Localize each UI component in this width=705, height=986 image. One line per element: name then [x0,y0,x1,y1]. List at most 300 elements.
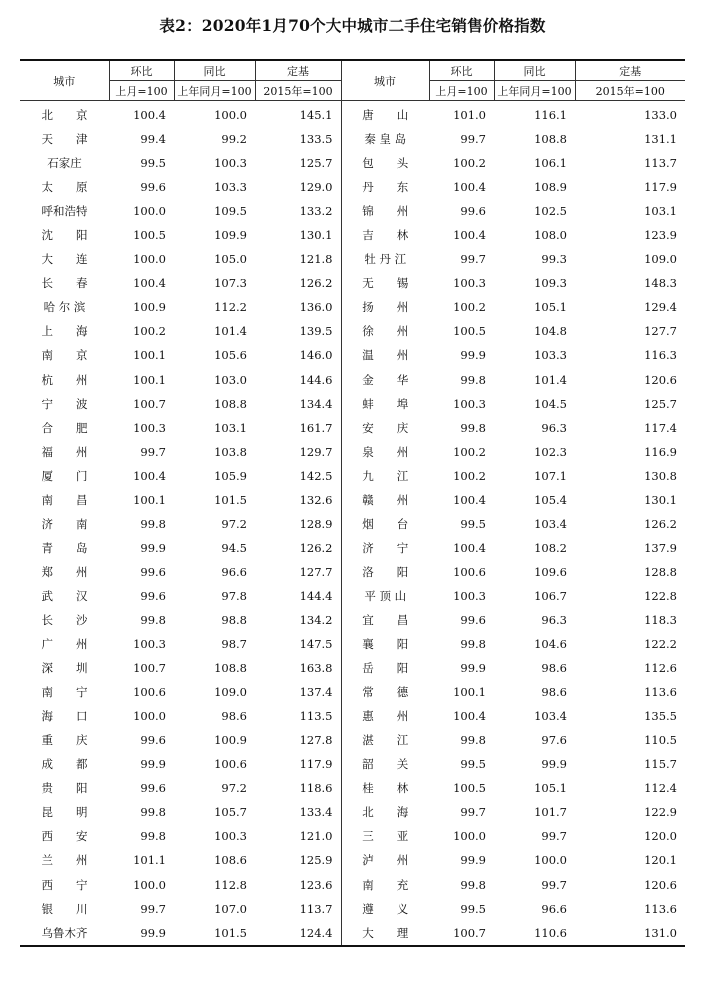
city-name: 西 安 [41,829,88,844]
base-value: 109.0 [644,252,677,267]
mom-value: 100.2 [453,300,486,315]
yoy-value: 101.4 [214,324,247,339]
table-row [20,656,685,680]
city-name: 烟 台 [362,516,409,531]
yoy-value: 103.0 [214,372,247,387]
table-row [20,151,685,175]
base-value: 116.9 [644,444,677,459]
yoy-value: 105.1 [534,781,567,796]
city-name: 北 海 [362,805,409,820]
yoy-value: 103.4 [534,516,567,531]
city-name: 石家庄 [47,156,82,171]
yoy-value: 100.9 [214,733,247,748]
yoy-value: 101.4 [534,372,567,387]
yoy-value: 107.1 [534,468,567,483]
base-value: 137.9 [644,540,677,555]
base-value: 103.1 [644,204,677,219]
table-row [20,536,685,560]
header-mom-2: 环比 [429,60,494,81]
base-value: 133.5 [255,127,341,151]
base-value: 110.5 [644,733,677,748]
base-value: 116.3 [644,348,677,363]
city-name: 平 顶 山 [364,588,407,603]
yoy-value: 98.6 [541,661,567,676]
mom-value: 100.4 [453,228,486,243]
header-yoy-sub-2: 上年同月=100 [494,81,575,101]
mom-value: 99.5 [460,757,486,772]
header-base-sub-2: 2015年=100 [575,81,685,101]
base-value: 112.4 [644,781,677,796]
city-name: 韶 关 [362,757,409,772]
base-value: 120.6 [644,877,677,892]
mom-value: 99.8 [140,805,166,820]
yoy-value: 101.5 [214,925,247,940]
mom-value: 99.7 [460,132,486,147]
yoy-value: 106.7 [534,588,567,603]
base-value: 142.5 [255,464,341,488]
mom-value: 100.1 [133,372,166,387]
yoy-value: 100.3 [214,156,247,171]
table-row [20,584,685,608]
base-value: 147.5 [255,632,341,656]
mom-value: 100.4 [453,709,486,724]
mom-value: 100.2 [133,324,166,339]
city-name: 牡 丹 江 [364,252,407,267]
base-value: 129.4 [644,300,677,315]
table-row [20,800,685,824]
city-name: 宜 昌 [362,613,409,627]
header-yoy: 同比 [174,60,255,81]
base-value: 137.4 [255,680,341,704]
yoy-value: 101.7 [534,805,567,820]
city-name: 蚌 埠 [362,396,409,411]
mom-value: 100.4 [133,108,166,123]
header-base: 定基 [255,60,341,81]
mom-value: 100.3 [133,637,166,652]
yoy-value: 103.4 [534,709,567,724]
yoy-value: 100.0 [534,853,567,868]
mom-value: 99.5 [140,156,166,171]
base-value: 115.7 [644,757,677,772]
base-value: 117.4 [644,420,677,435]
yoy-value: 100.0 [214,108,247,123]
base-value: 117.9 [644,180,677,195]
mom-value: 99.7 [140,444,166,459]
base-value: 133.2 [255,199,341,223]
table-row [20,848,685,872]
table-row [20,295,685,319]
city-name: 乌鲁木齐 [41,925,88,940]
city-name: 洛 阳 [362,564,409,579]
mom-value: 100.4 [133,468,166,483]
city-name: 厦 门 [41,468,88,483]
base-value: 125.9 [255,848,341,872]
city-name: 武 汉 [41,588,88,603]
city-name: 银 川 [41,901,88,916]
yoy-value: 102.3 [534,444,567,459]
mom-value: 100.5 [453,781,486,796]
city-name: 湛 江 [362,733,409,748]
mom-value: 99.6 [460,204,486,219]
base-value: 127.7 [644,324,677,339]
yoy-value: 104.5 [534,396,567,411]
yoy-value: 99.9 [541,757,567,772]
page-title: 表2：2020年1月70个大中城市二手住宅销售价格指数 [159,16,546,35]
city-name: 南 宁 [41,685,88,700]
table-row [20,728,685,752]
table-row [20,175,685,199]
city-name: 杭 州 [41,372,88,387]
city-name: 西 宁 [41,877,88,892]
yoy-value: 96.3 [541,420,567,435]
city-name: 遵 义 [362,901,409,916]
city-name: 济 南 [41,516,88,531]
mom-value: 99.9 [460,853,486,868]
yoy-value: 96.3 [541,613,567,627]
base-value: 121.8 [255,247,341,271]
base-value: 113.6 [644,685,677,700]
mom-value: 99.7 [460,805,486,820]
city-name: 徐 州 [362,324,409,339]
city-name: 呼和浩特 [41,204,88,219]
table-header [20,60,685,101]
yoy-value: 104.8 [534,324,567,339]
yoy-value: 103.8 [214,444,247,459]
base-value: 127.8 [255,728,341,752]
yoy-value: 97.8 [221,588,247,603]
yoy-value: 98.6 [541,685,567,700]
mom-value: 100.5 [133,228,166,243]
mom-value: 100.0 [453,829,486,844]
mom-value: 99.8 [460,420,486,435]
yoy-value: 99.2 [221,132,247,147]
yoy-value: 99.7 [541,829,567,844]
yoy-value: 100.6 [214,757,247,772]
yoy-value: 103.3 [534,348,567,363]
base-value: 128.8 [644,564,677,579]
table-row [20,101,685,128]
table-row [20,199,685,223]
base-value: 113.7 [255,897,341,921]
city-name: 济 宁 [362,540,409,555]
header-base-2: 定基 [575,60,685,81]
city-name: 惠 州 [362,709,409,724]
yoy-value: 108.6 [214,853,247,868]
table-row [20,223,685,247]
table-row [20,704,685,728]
base-value: 129.7 [255,440,341,464]
base-value: 128.9 [255,512,341,536]
mom-value: 100.4 [453,540,486,555]
mom-value: 99.8 [460,733,486,748]
table-row [20,873,685,897]
mom-value: 100.6 [453,564,486,579]
mom-value: 99.5 [460,901,486,916]
city-name: 常 德 [362,685,409,700]
yoy-value: 97.6 [541,733,567,748]
header-yoy-sub: 上年同月=100 [174,81,255,101]
base-value: 136.0 [255,295,341,319]
mom-value: 100.6 [133,685,166,700]
mom-value: 100.4 [453,180,486,195]
city-name: 宁 波 [41,396,88,411]
yoy-value: 101.5 [214,492,247,507]
base-value: 117.9 [255,752,341,776]
yoy-value: 105.0 [214,252,247,267]
base-value: 123.6 [255,873,341,897]
mom-value: 99.9 [140,925,166,940]
mom-value: 99.6 [140,564,166,579]
base-value: 120.0 [644,829,677,844]
base-value: 133.0 [644,108,677,123]
city-name: 南 充 [362,877,409,892]
city-name: 太 原 [41,180,88,195]
base-value: 126.2 [255,536,341,560]
city-name: 青 岛 [41,540,88,555]
mom-value: 99.9 [140,540,166,555]
yoy-value: 108.0 [534,228,567,243]
base-value: 127.7 [255,560,341,584]
yoy-value: 97.2 [221,516,247,531]
yoy-value: 98.7 [221,637,247,652]
mom-value: 99.5 [460,516,486,531]
city-name: 长 春 [41,276,88,291]
city-name: 无 锡 [362,276,409,291]
mom-value: 100.2 [453,156,486,171]
base-value: 113.6 [644,901,677,916]
base-value: 132.6 [255,488,341,512]
base-value: 134.4 [255,392,341,416]
table-row [20,247,685,271]
city-name: 赣 州 [362,492,409,507]
mom-value: 99.6 [140,180,166,195]
yoy-value: 96.6 [541,901,567,916]
city-name: 吉 林 [362,228,409,243]
yoy-value: 105.9 [214,468,247,483]
yoy-value: 105.4 [534,492,567,507]
city-name: 三 亚 [362,829,409,844]
mom-value: 99.9 [460,348,486,363]
city-name: 泉 州 [362,444,409,459]
city-name: 南 昌 [41,492,88,507]
city-name: 南 京 [41,348,88,363]
yoy-value: 108.8 [214,396,247,411]
base-value: 118.3 [644,613,677,627]
header-yoy-2: 同比 [494,60,575,81]
yoy-value: 108.9 [534,180,567,195]
city-name: 秦 皇 岛 [364,132,407,147]
mom-value: 100.7 [133,661,166,676]
table-row [20,488,685,512]
city-name: 兰 州 [41,853,88,868]
city-name: 广 州 [41,637,88,652]
yoy-value: 99.7 [541,877,567,892]
base-value: 125.7 [644,396,677,411]
table-row [20,464,685,488]
table-row [20,824,685,848]
base-value: 131.1 [644,132,677,147]
city-name: 成 都 [41,757,88,772]
base-value: 133.4 [255,800,341,824]
mom-value: 100.7 [133,396,166,411]
base-value: 130.1 [255,223,341,247]
city-name: 丹 东 [362,180,409,195]
mom-value: 101.1 [133,853,166,868]
mom-value: 100.0 [133,204,166,219]
city-name: 上 海 [41,324,88,339]
mom-value: 100.5 [453,324,486,339]
city-name: 大 连 [41,252,88,267]
mom-value: 99.8 [460,372,486,387]
mom-value: 100.7 [453,925,486,940]
city-name: 安 庆 [362,420,409,435]
yoy-value: 108.2 [534,540,567,555]
mom-value: 99.8 [140,516,166,531]
base-value: 113.7 [644,156,677,171]
city-name: 天 津 [41,132,88,147]
table-row [20,632,685,656]
base-value: 131.0 [644,925,677,940]
mom-value: 99.8 [140,829,166,844]
table-row [20,271,685,295]
city-name: 北 京 [41,108,88,123]
header-mom-sub: 上月=100 [109,81,174,101]
city-name: 扬 州 [362,300,409,315]
table-row [20,897,685,921]
city-name: 重 庆 [41,733,88,748]
mom-value: 99.8 [460,637,486,652]
mom-value: 99.6 [140,781,166,796]
city-name: 锦 州 [362,204,409,219]
mom-value: 99.6 [140,733,166,748]
base-value: 145.1 [255,101,341,128]
city-name: 泸 州 [362,853,409,868]
mom-value: 99.8 [460,877,486,892]
yoy-value: 98.8 [221,613,247,627]
yoy-value: 109.5 [214,204,247,219]
mom-value: 100.2 [453,468,486,483]
base-value: 120.6 [644,372,677,387]
base-value: 121.0 [255,824,341,848]
table-row [20,608,685,632]
base-value: 113.5 [255,704,341,728]
city-name: 岳 阳 [362,661,409,676]
yoy-value: 112.2 [214,300,247,315]
mom-value: 100.3 [133,420,166,435]
yoy-value: 108.8 [534,132,567,147]
yoy-value: 103.1 [214,420,247,435]
mom-value: 100.1 [133,348,166,363]
yoy-value: 112.8 [214,877,247,892]
city-name: 金 华 [362,372,409,387]
table-row [20,752,685,776]
yoy-value: 107.3 [214,276,247,291]
yoy-value: 109.6 [534,564,567,579]
mom-value: 99.9 [460,661,486,676]
mom-value: 99.4 [140,132,166,147]
header-mom: 环比 [109,60,174,81]
yoy-value: 97.2 [221,781,247,796]
base-value: 146.0 [255,343,341,367]
table-row [20,921,685,946]
table-row [20,127,685,151]
header-city: 城市 [20,60,109,101]
yoy-value: 105.1 [534,300,567,315]
city-name: 长 沙 [41,613,88,627]
city-name: 包 头 [362,156,409,171]
mom-value: 100.1 [453,685,486,700]
city-name: 昆 明 [41,805,88,820]
city-name: 合 肥 [41,420,88,435]
yoy-value: 103.3 [214,180,247,195]
yoy-value: 102.5 [534,204,567,219]
table-row [20,416,685,440]
city-name: 沈 阳 [41,228,88,243]
mom-value: 101.0 [453,108,486,123]
base-value: 122.2 [644,637,677,652]
base-value: 112.6 [644,661,677,676]
base-value: 125.7 [255,151,341,175]
base-value: 163.8 [255,656,341,680]
base-value: 135.5 [644,709,677,724]
yoy-value: 100.3 [214,829,247,844]
base-value: 126.2 [255,271,341,295]
base-value: 148.3 [644,276,677,291]
city-name: 海 口 [41,709,88,724]
mom-value: 100.4 [453,492,486,507]
mom-value: 99.7 [460,252,486,267]
yoy-value: 96.6 [221,564,247,579]
base-value: 130.1 [644,492,677,507]
table-row [20,440,685,464]
mom-value: 100.3 [453,276,486,291]
city-name: 襄 阳 [362,637,409,652]
table-row [20,512,685,536]
mom-value: 100.0 [133,877,166,892]
yoy-value: 98.6 [221,709,247,724]
mom-value: 100.2 [453,444,486,459]
yoy-value: 109.3 [534,276,567,291]
yoy-value: 107.0 [214,901,247,916]
yoy-value: 109.9 [214,228,247,243]
base-value: 118.6 [255,776,341,800]
table-row [20,776,685,800]
city-name: 郑 州 [41,564,88,579]
base-value: 122.8 [644,588,677,603]
table-row [20,368,685,392]
yoy-value: 94.5 [221,540,247,555]
mom-value: 99.6 [140,588,166,603]
mom-value: 100.1 [133,492,166,507]
base-value: 120.1 [644,853,677,868]
mom-value: 100.3 [453,396,486,411]
base-value: 139.5 [255,319,341,343]
header-mom-sub-2: 上月=100 [429,81,494,101]
base-value: 123.9 [644,228,677,243]
mom-value: 100.0 [133,252,166,267]
yoy-value: 99.3 [541,252,567,267]
mom-value: 99.6 [460,613,486,627]
base-value: 144.4 [255,584,341,608]
city-name: 福 州 [41,444,88,459]
base-value: 124.4 [255,921,341,946]
table-row [20,319,685,343]
yoy-value: 105.6 [214,348,247,363]
city-name: 温 州 [362,348,409,363]
base-value: 130.8 [644,468,677,483]
table-row [20,343,685,367]
base-value: 126.2 [644,516,677,531]
